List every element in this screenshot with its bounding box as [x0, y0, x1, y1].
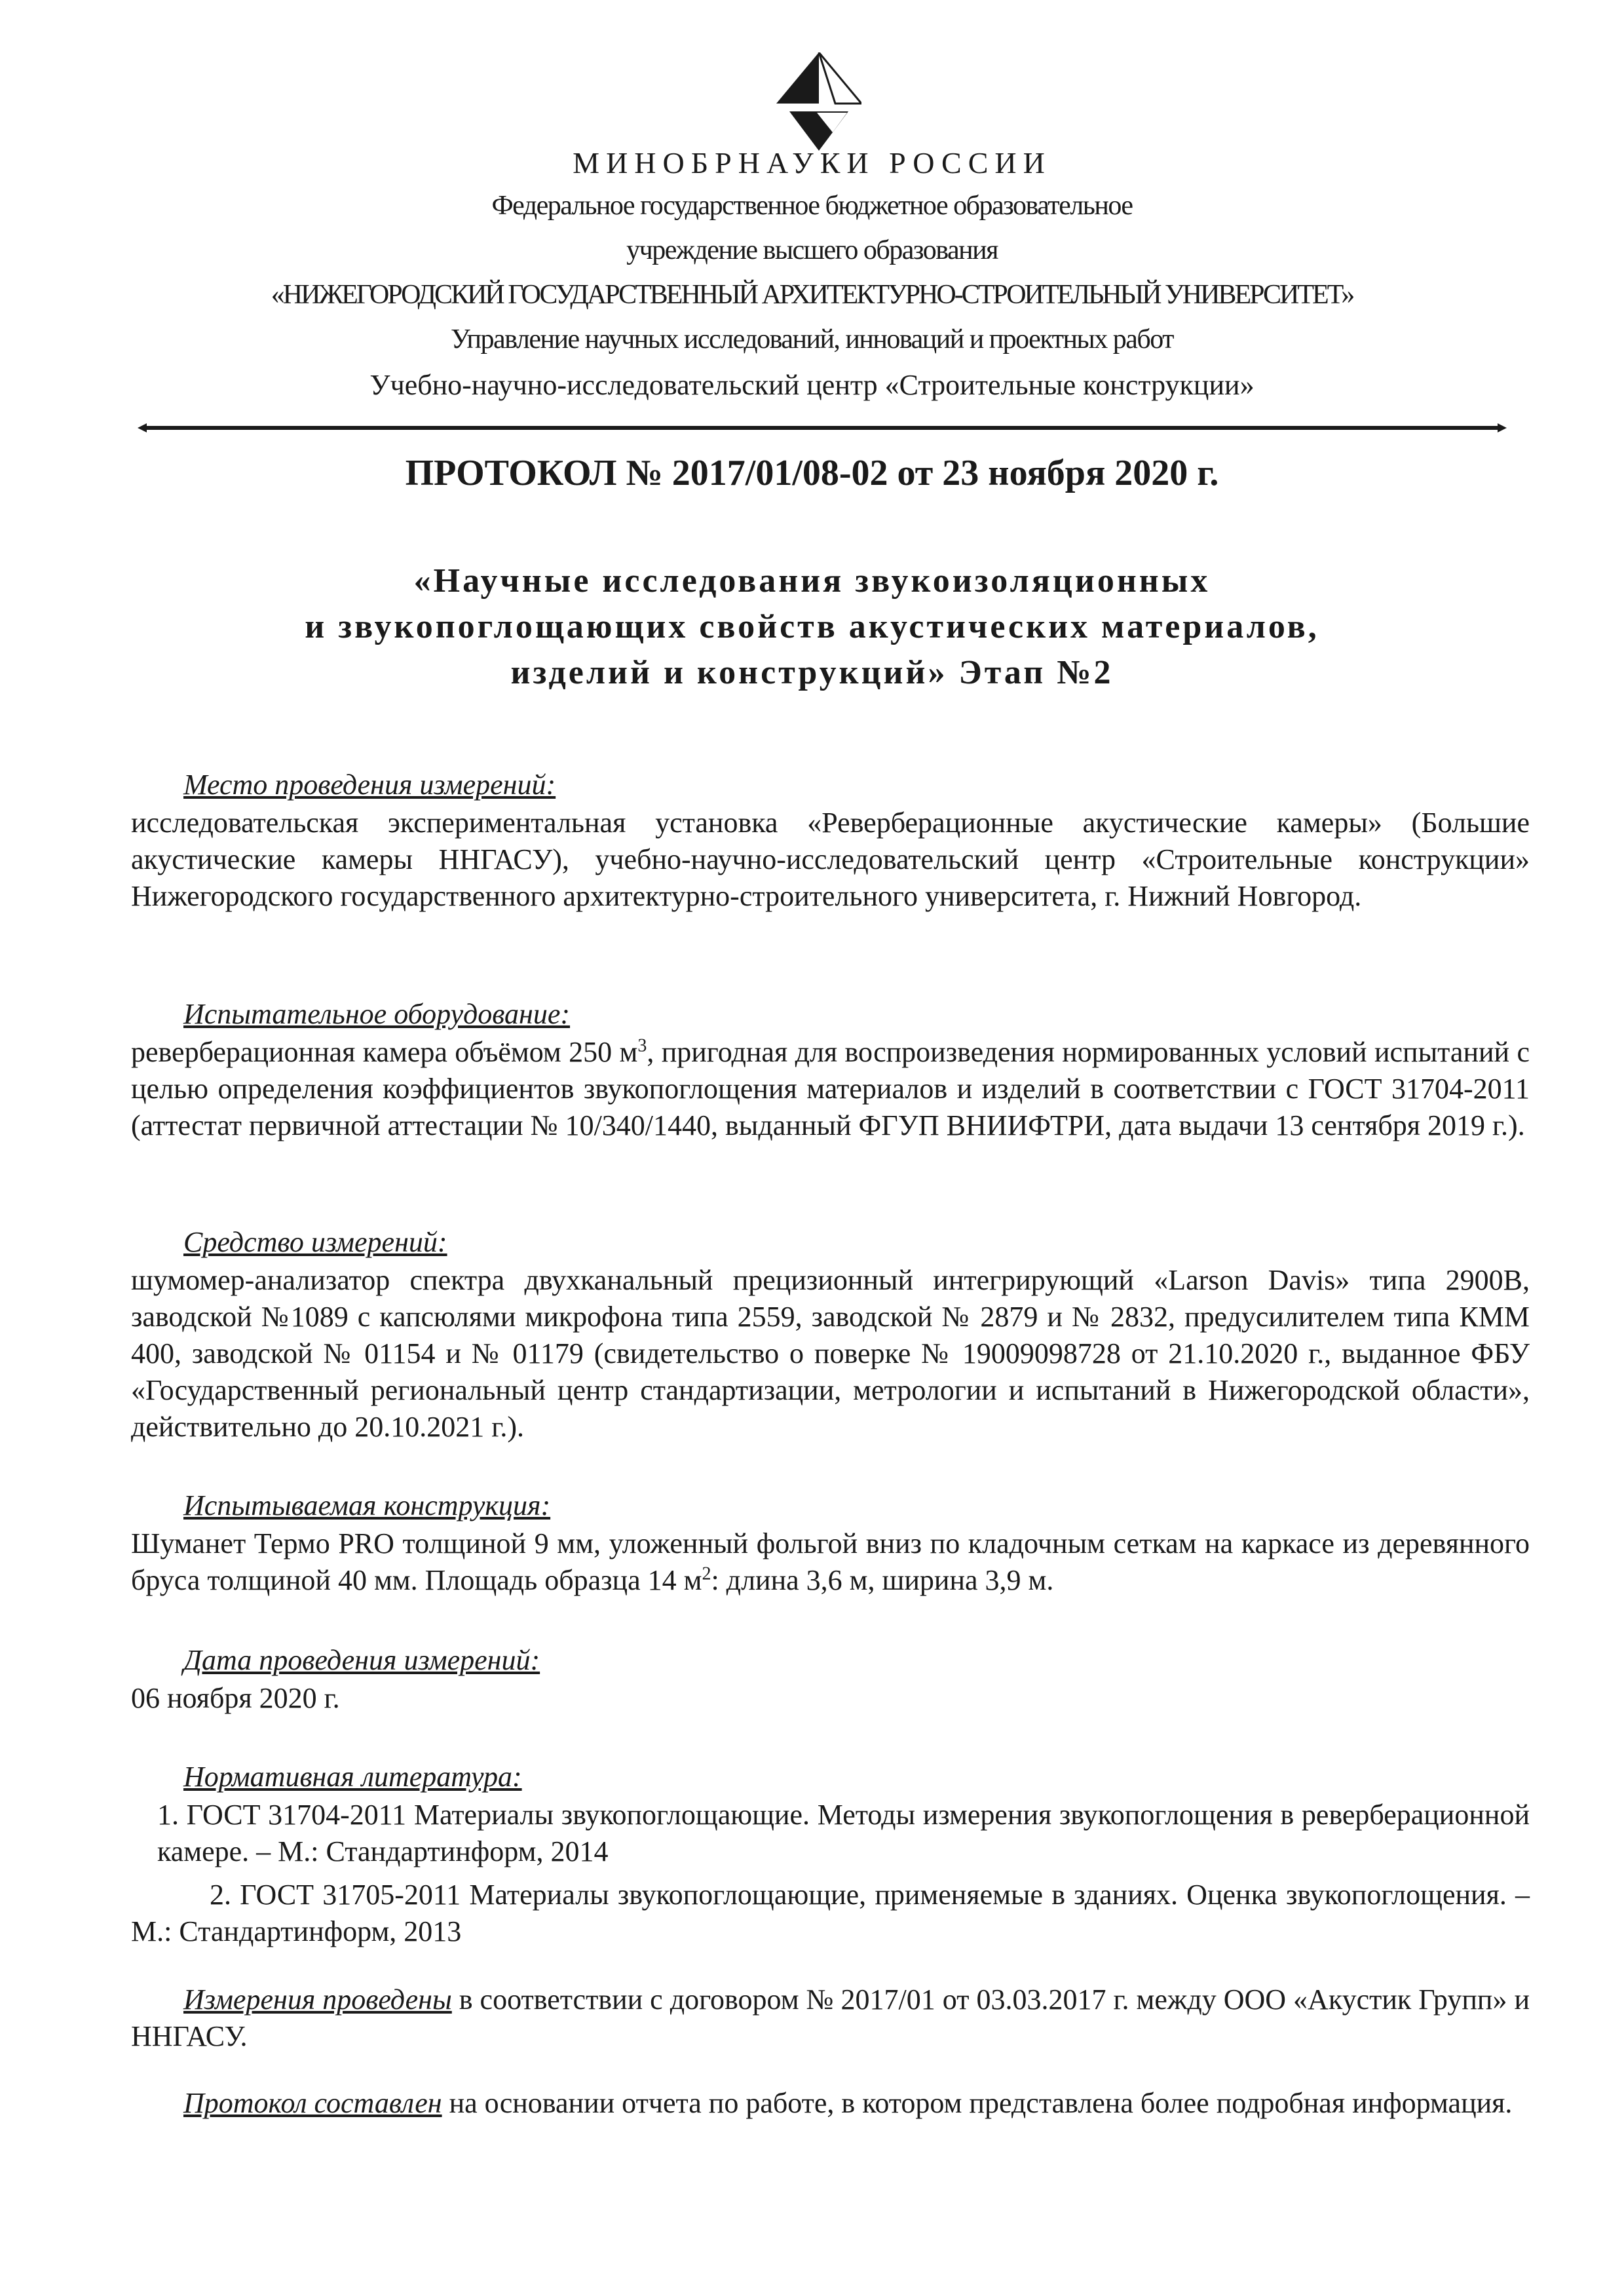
org-line-1: Федеральное государственное бюджетное образовательное	[491, 191, 1133, 221]
subtitle-line-1: «Научные исследования звукоизоляционных	[413, 562, 1211, 600]
instrument-heading: Средство измерений:	[183, 1226, 447, 1258]
date-text: 06 ноября 2020 г.	[131, 1682, 340, 1714]
compiled-heading: Протокол составлен	[183, 2087, 442, 2119]
measured-paragraph	[131, 1981, 1530, 2055]
subtitle-line-3: изделий и конструкций» Этап №2	[510, 654, 1114, 691]
equipment-text-a: реверберационная камера объёмом 250 м	[131, 1036, 638, 1068]
university-name: «НИЖЕГОРОДСКИЙ ГОСУДАРСТВЕННЫЙ АРХИТЕКТУРНО-СТРОИТЕЛЬНЫЙ УНИВЕРСИТЕТ»	[271, 280, 1353, 310]
protocol-subtitle	[131, 558, 1493, 696]
place-text: исследовательская экспериментальная установка «Реверберационные акустические камеры» (Большие акустические камеры ННГАСУ), учебно-научно-исследовательский центр «Строительные конструкции» Нижегородского государственного архитектурно-строительного университета, г. Нижний Новгород.	[131, 807, 1530, 912]
measured-heading: Измерения проведены	[183, 1983, 452, 2016]
equipment-text	[131, 1034, 1530, 1144]
compiled-paragraph	[131, 2085, 1530, 2122]
ministry-name: МИНОБРНАУКИ РОССИИ	[573, 146, 1051, 180]
literature-item-1: 1. ГОСТ 31704-2011 Материалы звукопоглощающие. Методы измерения звукопоглощения в реверберационной камере. – М.: Стандартинформ, 2014	[157, 1799, 1530, 1867]
literature-heading: Нормативная литература:	[183, 1761, 522, 1793]
construction-text	[131, 1525, 1530, 1599]
protocol-title: ПРОТОКОЛ № 2017/01/08-02 от 23 ноября 2020 г.	[405, 453, 1219, 493]
university-logo	[776, 52, 861, 157]
measured-text: в соответствии с договором № 2017/01 от 03.03.2017 г. между ООО «Акустик Групп» и ННГАСУ.	[131, 1983, 1530, 2052]
date-heading: Дата проведения измерений:	[183, 1644, 540, 1676]
instrument-text: шумомер-анализатор спектра двухканальный прецизионный интегрирующий «Larson Davis» типа 2900В, заводской №1089 с капсюлями микрофона типа 2559, заводской № 2879 и № 2832, предусилителем типа КММ 400, заводской № 01154 и № 01179 (свидетельство о поверке № 19009098728 от 21.10.2020 г., выданное ФБУ «Государственный региональный центр стандартизации, метрологии и испытаний в Нижегородской области», действительно до 20.10.2021 г.).	[131, 1264, 1530, 1443]
area-unit-superscript: 2	[702, 1563, 711, 1584]
org-line-2: учреждение высшего образования	[626, 235, 998, 265]
equipment-text-b: , пригодная для воспроизведения нормированных условий испытаний с целью определения коэффициентов звукопоглощения материалов и изделий в соответствии с ГОСТ 31704-2011 (аттестат первичной аттестации № 10/340/1440, выданный ФГУП ВНИИФТРИ, дата выдачи 13 сентября 2019 г.).	[131, 1036, 1530, 1141]
construction-heading: Испытываемая конструкция:	[183, 1489, 551, 1521]
volume-unit-superscript: 3	[637, 1035, 647, 1056]
equipment-heading: Испытательное оборудование:	[183, 998, 571, 1030]
construction-text-a: Шуманет Термо PRO толщиной 9 мм, уложенный фольгой вниз по кладочным сеткам на каркасе из деревянного бруса толщиной 40 мм. Площадь образца 14 м	[131, 1527, 1530, 1596]
literature-item-2: 2. ГОСТ 31705-2011 Материалы звукопоглощающие, применяемые в зданиях. Оценка звукопоглощения. – М.: Стандартинформ, 2013	[131, 1879, 1530, 1947]
center-name: Учебно-научно-исследовательский центр «Строительные конструкции»	[369, 369, 1255, 401]
place-heading: Место проведения измерений:	[183, 769, 556, 801]
header-divider	[138, 421, 1507, 435]
subtitle-line-2: и звукопоглощающих свойств акустических материалов,	[305, 608, 1319, 645]
department-name: Управление научных исследований, инноваций и проектных работ	[450, 324, 1174, 354]
construction-text-b: : длина 3,6 м, ширина 3,9 м.	[711, 1564, 1054, 1596]
compiled-text: на основании отчета по работе, в котором представлена более подробная информация.	[442, 2087, 1513, 2119]
